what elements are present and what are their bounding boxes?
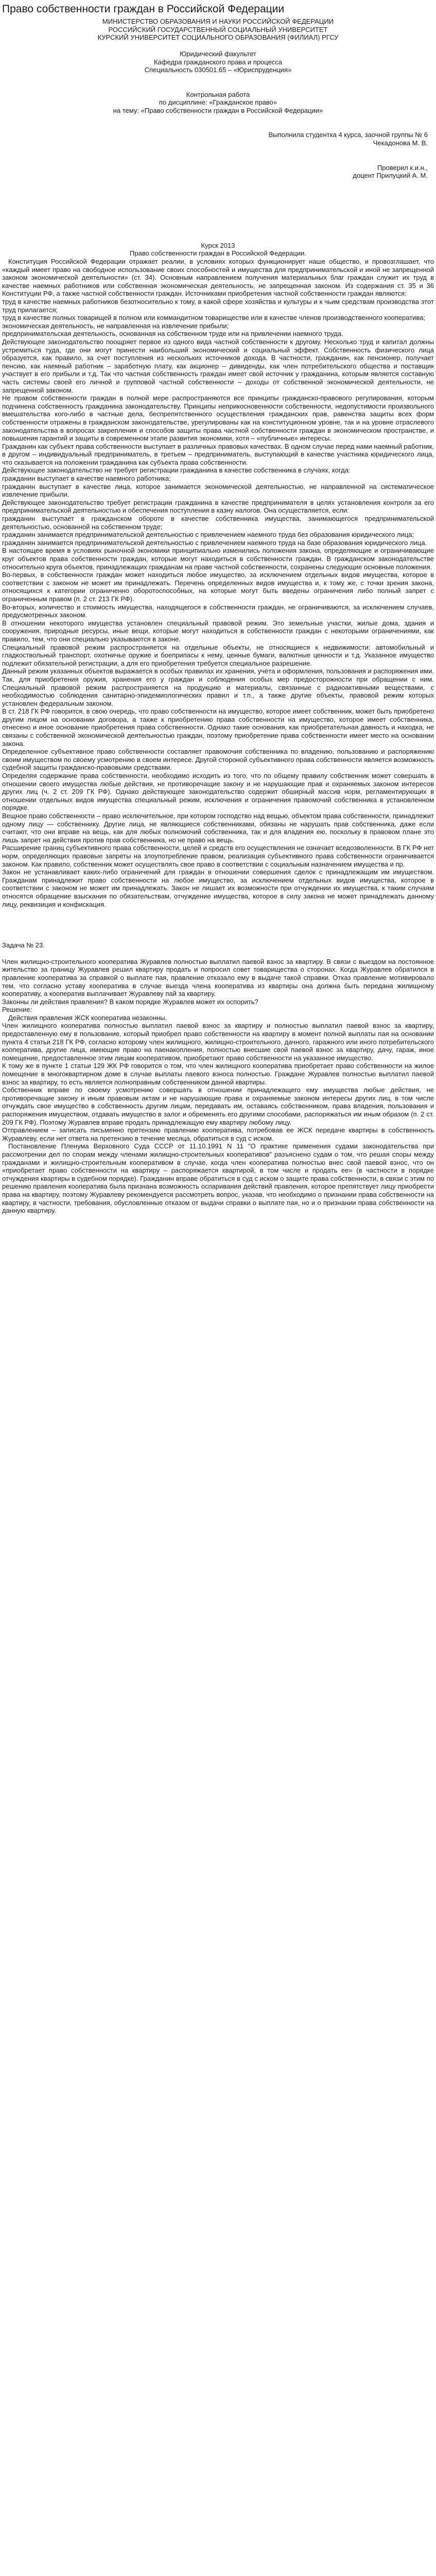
work-topic: на тему: «Право собственности граждан в Российской Федерации» — [113, 106, 323, 114]
main-paragraph: Определенное субъективное право собственности составляет правомочия собственника по владению, пользованию и распоряжению своим имуществом по своему усмотрению в своем интересе. Другой стороной субъективного права собственности является возможность судебной защиты гражданско-правовыми средствами. — [2, 748, 434, 772]
task-question: Законны ли действия правления? В каком порядке Журавлев может их оспорить? — [2, 997, 258, 1006]
main-paragraph: экономическая деятельность, не направленная на извлечение прибыли; — [2, 321, 229, 330]
main-paragraph: Данный режим указанных объектов выражается в особых правилах их хранения, учёта и оформления, пользования и распоряжения ими. Так, для приобретения оружия, хранения его у граждан и соблюдения особых мер предосторожности при обращении с ним. Специальный правовой режим распространяется на продукцию и материалы, связанные с радиоактивными веществами, с необходимостью соблюдения санитарно-эпидемиологических правил и т.п., а также другие объекты, правовой режим которых установлен федеральным законом. — [2, 667, 434, 707]
main-paragraph: Во-первых, в собственности граждан может находиться любое имущество, за исключением отдельных видов имущества, которое в соответствии с законом не может им принадлежать. Перечень определенных видов имущества и, к тому же, с точки зрения закона, относящихся к категории ограниченно оборотоспособных, на которые могут быть введены ограничения либо полный запрет с ограниченным правом (п. 2 ст. 213 ГК РФ). — [2, 571, 434, 603]
reviewer-line-2: доцент Прилуцкий А. М. — [353, 172, 428, 180]
main-paragraph: В настоящее время в условиях рыночной экономики принципиально изменились положения закона, определяющие и ограничивающие круг объектов права собственности граждан, которые могут находиться в собственности граждан. В гражданском законодательстве относительно круга объектов, принадлежащих гражданам на праве частной собственности, сохранены следующие основные положения. — [2, 547, 434, 571]
city-year: Курск 2013 — [201, 241, 235, 249]
main-paragraph: гражданин выступает в гражданском обороте в качестве собственника имущества, занимающегося предпринимательской деятельностью, основанной на собственном труде; — [2, 515, 434, 531]
work-type: Контрольная работа — [186, 90, 250, 98]
task-section — [2, 941, 434, 1215]
main-paragraph: гражданин занимается предпринимательской деятельностью с привлечением наемного труда без образования юридического лица; — [2, 531, 414, 539]
main-paragraph: Не правом собственности граждан в полной мере распространяются все принципы гражданско-правового регулирования, которым подчинена собственность гражданина законодательству. Принципы неприкосновенности собственности, недопустимости произвольного вмешательства кого-либо в частные дела, беспрепятственного осуществления гражданских прав, равенства защиты всех форм собственности отражены в гражданском законодательстве, урегулированы как на конституционном уровне, так и на уровне отраслевого законодательства в вопросах закрепления и способов защиты права частной собственности граждан в экономическом пространстве, и повышения гарантий и защиты в современном этапе развития экономики, хотя – «публичные» интересы. — [2, 394, 434, 443]
solution-paragraph: Постановление Пленума Верховного Суда СССР от 11.10.1991 N 11 "О практике применения судами законодательства при рассмотрении дел по спорам между членами жилищно-строительных кооперативов" разъяснено судам о том, что решая споры между гражданами и жилищно-строительным кооперативом в случае, когда член кооператива полностью внес свой паевой взнос, что он «приобретает право собственности на квартиру – распоряжается квартирой, в том числе и продать ее» (в частности в порядке отчуждения квартиры в судебном порядке). Гражданин вправе обратиться в суд с иском о защите права собственности, в связи с этим по решению правления кооператива была признана возможность оспаривания действий правления, которое препятствует лицу приобрести права на квартиру, поэтому Журавлеву рекомендуется рассмотреть вопрос, указав, что необходимо о признании права собственности на квартиру, в частности, требования, обусловленные отказом от выдачи справки о выплате пая, но и о признании права собственности на данную квартиру. — [2, 1142, 434, 1215]
main-paragraph: гражданин выступает в качестве наемного работника; — [2, 474, 171, 483]
main-paragraph: Действующее законодательство поощряет первое из одного вида частной собственности к другому. Несколько труд и капитал должны устремиться туда, где они могут принести наибольший экономический и социальный эффект. Собственность физического лица образуется, как правило, за счет поступления из нескольких источников дохода. В частности, гражданин, как пенсионер, получает пенсию, как наемный работник – заработную плату, как акционер – дивиденды, как член потребительского общества и поставщик участвует в его прибыли и т.д. Так что частная собственность граждан имеет свой источник у гражданина, которым является составную часть системы своей его личной и групповой частной собственности – доходы от собственной экономической деятельности, не запрещенной законом. — [2, 337, 434, 394]
institute-line: КУРСКИЙ УНИВЕРСИТЕТ СОЦИАЛЬНОГО ОБРАЗОВАНИЯ (ФИЛИАЛ) РГСУ — [97, 33, 339, 42]
ministry-line: МИНИСТЕРСТВО ОБРАЗОВАНИЯ И НАУКИ РОССИЙСКОЙ ФЕДЕРАЦИИ — [102, 18, 334, 26]
work-discipline: по дисциплине: «Гражданское право» — [159, 98, 277, 107]
main-paragraph: Определяя содержание права собственности, необходимо исходить из того, что по общему правилу собственник может совершать в отношении своего имущества любые действия, не противоречащие закону и не нарушающие прав и охраняемых законом интересов других лиц (ч. 2 ст. 209 ГК РФ). Однако действующее законодательство содержит обширный массив норм, регламентирующих в отношении отдельных видов имущества специальный режим, исключения и ограничения правомочий собственника в установленном порядке. — [2, 772, 434, 812]
author-line-1: Выполнила студентка 4 курса, заочной группы № 6 — [268, 131, 428, 139]
author-line-2: Чекадонова М. В. — [373, 139, 428, 147]
solution-paragraph: Отправлением – записать письменно претензию правлению кооператива, потребовав ее ЖСК передаче квартиры в собственность Журавлеву, если нет ответа на претензию в течение месяца, обратиться в суд с иском. — [2, 1126, 434, 1142]
main-paragraph: Гражданин как субъект права собственности выступает в различных правовых качествах. В одном случае перед нами наемный работник, в другом – индивидуальный предприниматель, в третьем – предприниматель, выступающий в качестве участника юридического лица, что сказывается на положении гражданина как субъекта права собственности. — [2, 442, 434, 466]
document-page — [2, 0, 434, 1215]
task-heading: Задача № 23. — [2, 941, 45, 950]
main-paragraph: гражданин занимается предпринимательской деятельностью с привлечением наемного труда на базе образования юридического лица. — [2, 538, 427, 547]
document-title: Право собственности граждан в Российской Федерации — [2, 3, 285, 15]
main-paragraph: В ст. 218 ГК РФ говорится, в свою очередь, что право собственности на имущество, которое имеет собственник, может быть приобретено другим лицом на основании договора, а также к приобретению права собственности на имущество, которое имеет собственника, отнесено и иное основание приобретения права собственности. Однако такие основания, как приобретательная давность и находка, не связаны с собственной экономической деятельностью граждан, поэтому приобретение права собственности имеет место на основании закона. — [2, 707, 434, 748]
main-paragraph: Расширение границ субъективного права собственности, целей и средств его осуществления не означает вседозволенности. В ГК РФ нет норм, определяющих правовые запреты на злоупотребление правом, реализация субъективного права собственности ограничивается законом. Как правило, собственник может осуществлять свое право в соответствии с социальным назначением имущества и пр. — [2, 844, 434, 868]
main-paragraph: гражданин выступает в качестве лица, которое занимается экономической деятельностью, не направленной на систематическое извлечение прибыли. — [2, 482, 434, 499]
specialty-line: Специальность 030501.65 – «Юриспруденция» — [144, 66, 292, 74]
solution-paragraph: Собственник вправе по своему усмотрению совершать в отношении принадлежащего ему имущества любые действия, не противоречащие закону и иным правовым актам и не нарушающие права и охраняемые законом интересы других лиц, в том числе отчуждать свое имущество в собственность другим лицам, передавать им, оставаясь собственником, права владения, пользования и распоряжения имуществом, отдавать имущество в залог и обременять его другими способами, распоряжаться им иным образом (п. 2 ст. 209 ГК РФ). Поэтому Журавлев вправе продать принадлежащую ему квартиру любому лицу. — [2, 1086, 434, 1126]
solution-label: Решение: — [2, 1006, 32, 1014]
main-paragraph: В отношении некоторого имущества установлен специальный правовой режим. Это земельные участки, жилые дома, здания и сооружения, природные ресурсы, иные вещи, которые могут находиться в собственности граждан с некоторыми ограничениями, как правило, тем, что они специально указываются в законе. — [2, 619, 434, 643]
title-page — [2, 18, 434, 249]
main-paragraph: Действующее законодательство не требует регистрации гражданина в качестве собственника в случаях, когда: — [2, 466, 351, 474]
solution-paragraph: Член жилищного кооператива полностью выплатил паевой взнос за квартиру и полностью выплатил паевой взнос за квартиру, предоставленную ему в пользование, который приобрел право собственности на квартиру в момент полной выплаты пая на основании пункта 4 статьи 218 ГК РФ, согласно которому член жилищного, жилищно-строительного, дачного, гаражного или иного потребительского кооператива, другие лица, имеющие право на паенакопления, полностью внесшие свой паевой взнос за квартиру, дачу, гараж, иное помещение, предоставленное этим лицам кооперативом, приобретают право собственности на указанное имущество. — [2, 1022, 434, 1062]
main-paragraph: Во-вторых, количество и стоимость имущества, находящегося в собственности граждан, не ограничиваются, за исключением случаев, предусмотренных законом. — [2, 603, 434, 619]
main-paragraph: Специальный правовой режим распространяется на отдельные объекты, не относящиеся к недвижимости: автомобильный и гладкоствольный транспорт, охотничье оружие и боеприпасы к нему, ценные бумаги, валютные ценности и т.д. Указанное имущество подлежит обязательной регистрации, а для его приобретения требуется специальное разрешение. — [2, 643, 434, 667]
main-paragraph: труд в качестве полных товарищей в полном или коммандитном товариществе или в качестве членов производственного кооператива; — [2, 314, 426, 322]
main-paragraph: Закон не устанавливает каких-либо ограничений для граждан в отношении совершения сделок с принадлежащим им имуществом. Гражданам принадлежит право собственности на любое имущество, за исключением отдельных видов имущества, которое в соответствии с законом не может им принадлежать. Закон не лишает их возможности при отчуждении их имущества, к таким случаям относятся обращение взыскания по обязательствам, отчуждение имущества, которое в силу закона не может принадлежать данному лицу, реквизиция и конфискация. — [2, 868, 434, 908]
solution-paragraph: Действия правления ЖСК кооператива незаконны. — [8, 1013, 167, 1022]
department-line: Кафедра гражданского права и процесса — [153, 58, 283, 66]
task-paragraph: Член жилищно-строительного кооператива Журавлев полностью выплатил паевой взнос за квартиру. В связи с выездом на постоянное жительство за границу Журавлев решил квартиру продать и попросил совет товарищества о сторонах. Когда Журавлев обратился в правление кооператива за справкой о выплате пая, правление отказало ему в выдаче такой справки. Отказ правление мотивировало тем, что согласно уставу кооператива в случае выезда члена кооператива из квартиры она должна быть передана жилищному кооперативу, а кооператив выплачивает Журавлеву пай за квартиру. — [2, 957, 434, 998]
main-heading: Право собственности граждан в Российской Федерации. — [130, 249, 306, 258]
main-paragraph: Вещное право собственности – право исключительное, при котором господство над вещью, объектом права собственности, принадлежит одному лицу — собственнику. Другие лица, не являющиеся собственниками, обязаны не нарушать прав собственника, даже если считают, что они вправе на вещь, как для любых полномочий собственника, так и для владения ею, поскольку в правовом плане это лишь запрет на действия против прав собственника, но не право на вещь. — [2, 812, 434, 844]
reviewer-line-1: Проверил к.и.н., — [377, 163, 428, 172]
university-line: РОССИЙСКИЙ ГОСУДАРСТВЕННЫЙ СОЦИАЛЬНЫЙ УНИВЕРСИТЕТ — [108, 25, 328, 33]
main-paragraph: труд в качестве наемных работников безотносительно к тому, в какой сфере хозяйства и культуры и к чьим средствам производства этот труд прилагается; — [2, 298, 434, 314]
faculty-line: Юридический факультет — [180, 49, 256, 58]
main-paragraph: Конституция Российской Федерации отражает реалии, в условиях которых функционирует наше общество, и провозглашает, что «каждый имеет право на свободное использование своих способностей и имущества для предпринимательской и иной не запрещенной законом экономической деятельности» (ст. 34). Основным направлением получения материальных благ граждан служит их труд в качестве наемных работников или собственная экономическая деятельность, не запрещенная законом. Из содержания ст. 35 и 36 Конституции РФ, а также частной собственности граждан. Источниками приобретения частной собственности граждан являются: — [2, 258, 434, 298]
solution-paragraph: К тому же в пункте 1 статьи 129 ЖК РФ говорится о том, что член жилищного кооператива приобретает право собственности на жилое помещение в многоквартирном доме в случае выплаты паевого взноса полностью. Граждане Журавлев полностью выплатил паевой взнос за квартиру, то есть является полноправным собственником данной квартиры. — [2, 1062, 434, 1086]
main-section — [2, 249, 434, 908]
main-paragraph: предпринимательская деятельность, основанная на собственном труде или на привлечении наемного труда. — [2, 330, 343, 338]
main-paragraph: Действующее законодательство требует регистрации гражданина в качестве предпринимателя в целях установления контроля за его предпринимательской деятельностью и обеспечения поступления в казну налогов. Она осуществляется, если: — [2, 498, 434, 515]
